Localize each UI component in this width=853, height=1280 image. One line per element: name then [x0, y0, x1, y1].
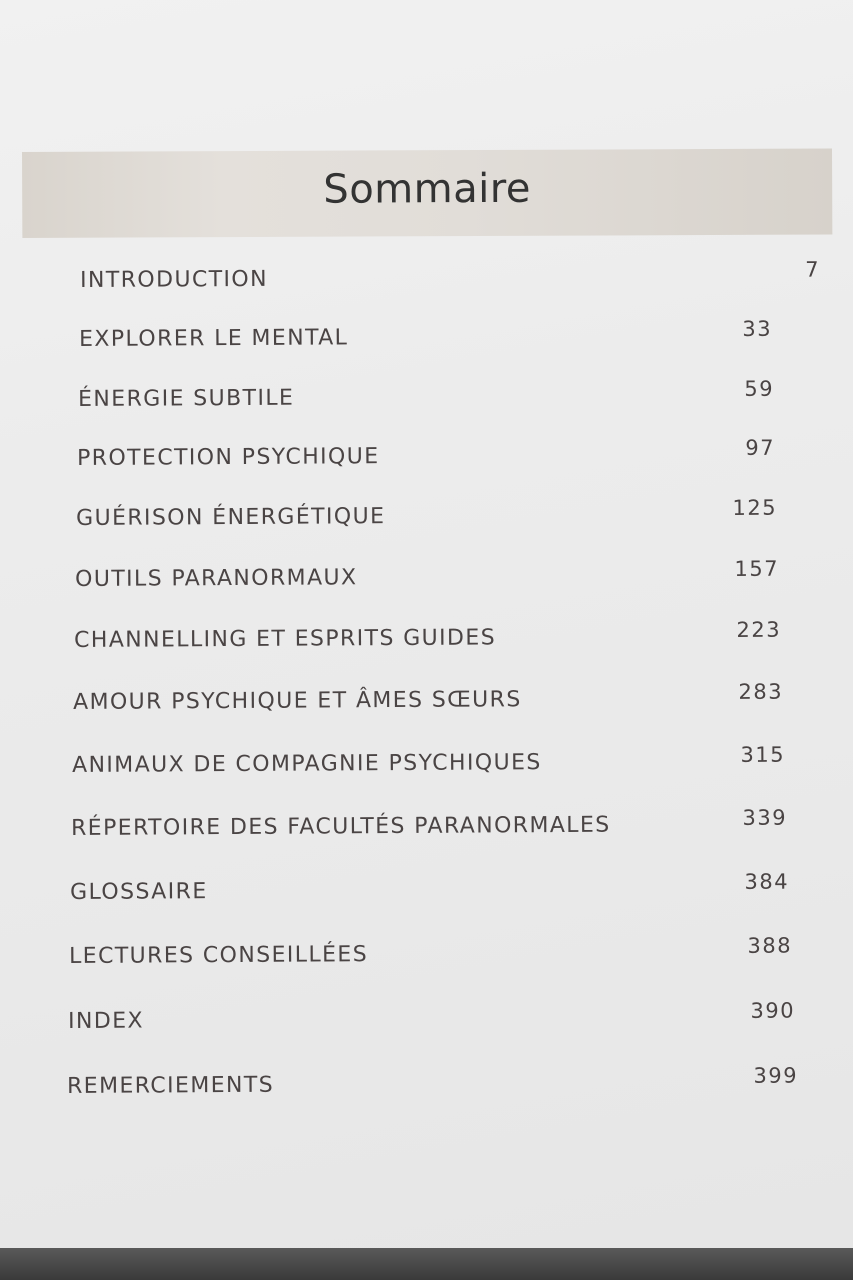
toc-entry-animaux-de-compagnie-psychiques: [72, 742, 786, 789]
toc-entry-explorer-le-mental: [79, 316, 773, 363]
toc-entry-page: 384: [744, 869, 790, 894]
toc-entry-outils-paranormaux: [75, 556, 780, 603]
toc-entry-title: OUTILS PARANORMAUX: [75, 565, 358, 592]
toc-entry-title: ANIMAUX DE COMPAGNIE PSYCHIQUES: [72, 750, 542, 778]
toc-entry-energie-subtile: [78, 376, 775, 423]
toc-entry-page: 388: [747, 933, 793, 958]
toc-entry-title: CHANNELLING ET ESPRITS GUIDES: [74, 625, 497, 653]
toc-entry-page: 7: [805, 257, 821, 282]
toc-entry-remerciements: [67, 1063, 799, 1110]
toc-entry-page: 157: [734, 556, 780, 581]
page-bottom-edge: [0, 1248, 853, 1280]
toc-entry-page: 315: [740, 742, 786, 767]
toc-entry-page: 390: [750, 998, 796, 1023]
toc-entry-index: [68, 998, 796, 1045]
toc-entry-repertoire-des-facultes-paranormales: [71, 805, 788, 852]
toc-entry-page: 125: [732, 495, 778, 520]
toc-entry-amour-psychique-et-ames-soeurs: [73, 679, 784, 726]
toc-entry-page: 33: [742, 316, 773, 341]
toc-entry-page: 399: [753, 1063, 799, 1088]
toc-entry-title: REMERCIEMENTS: [67, 1072, 275, 1099]
toc-entry-title: RÉPERTOIRE DES FACULTÉS PARANORMALES: [71, 812, 611, 841]
toc-entry-glossaire: [70, 869, 790, 916]
toc-entry-title: GLOSSAIRE: [70, 879, 208, 905]
toc-entry-title: AMOUR PSYCHIQUE ET ÂMES SŒURS: [73, 687, 522, 715]
toc-entry-title: PROTECTION PSYCHIQUE: [77, 444, 380, 471]
toc-entry-page: 283: [738, 679, 784, 704]
toc-entry-title: GUÉRISON ÉNERGÉTIQUE: [76, 504, 386, 531]
toc-entry-guerison-energetique: [76, 495, 778, 542]
toc-entry-page: 339: [742, 805, 788, 830]
toc-entry-title: INTRODUCTION: [80, 266, 269, 293]
toc-entry-channelling-et-esprits-guides: [74, 617, 782, 664]
page-title: Sommaire: [323, 165, 532, 213]
toc-entry-protection-psychique: [77, 435, 776, 482]
toc-entry-title: EXPLORER LE MENTAL: [79, 325, 349, 352]
toc-entry-lectures-conseillees: [69, 933, 793, 980]
toc-entry-page: 97: [745, 435, 776, 460]
toc-entry-title: ÉNERGIE SUBTILE: [78, 385, 295, 412]
toc-entry-introduction: [80, 257, 821, 304]
toc-entry-page: 59: [744, 376, 775, 401]
toc-entry-page: 223: [736, 617, 782, 642]
toc-entry-title: LECTURES CONSEILLÉES: [69, 942, 369, 969]
toc-entry-title: INDEX: [68, 1008, 145, 1034]
